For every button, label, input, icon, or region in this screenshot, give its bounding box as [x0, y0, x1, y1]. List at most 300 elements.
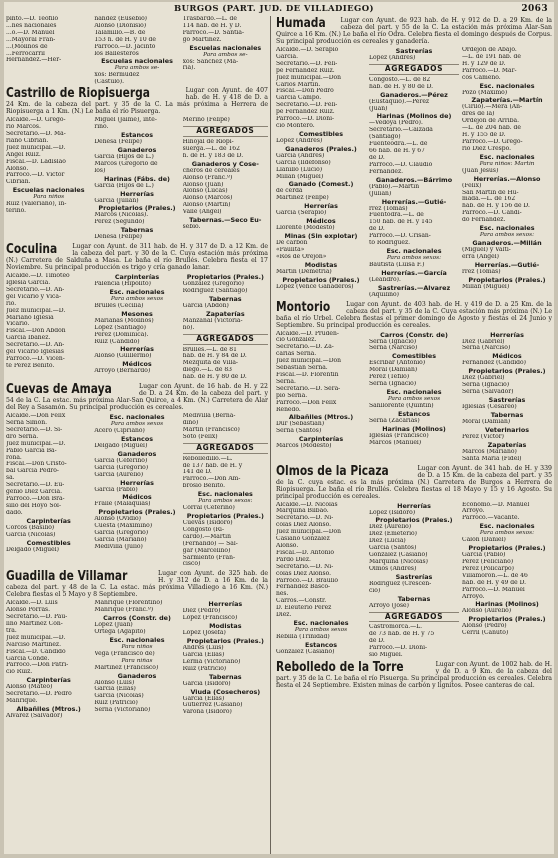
entry-line: Díez (Emeterio): [369, 531, 418, 538]
category-heading: Carros (Constr. de): [103, 614, 171, 623]
entry-line: (Félix): [462, 182, 482, 189]
town-section: [274, 661, 554, 689]
right-sections: [274, 17, 554, 689]
entry-line: Díez.: [276, 612, 292, 619]
entry-line: Pablo García Ba-: [6, 447, 57, 454]
entry-line: pe Fernández Ruiz.: [276, 67, 335, 74]
listing-column: [369, 502, 459, 659]
entry-line: Párroco.—D. Cándi-: [462, 210, 522, 217]
entry-line: Fuentodra.—L. de: [369, 212, 424, 219]
agregados-heading: AGREGADOS: [183, 334, 268, 345]
entry-line: Hernández.—Her-: [6, 57, 62, 64]
entry-line: Pérez (Dominica).: [94, 331, 149, 338]
entry-line: Corral (Ceferino): [182, 505, 235, 512]
town-title: Montorio: [276, 299, 331, 315]
entry-line: (Pablo).—Martín: [369, 183, 420, 190]
entry-line: terino.: [6, 208, 27, 215]
entry-line: Diez (Gabriel): [462, 375, 505, 382]
entry-line: Millán (Miguel): [462, 283, 510, 290]
entry-line: García Conde.: [6, 655, 50, 662]
town-section: [4, 87, 270, 241]
town-intro: [6, 243, 268, 271]
entry-line: Secretario.—D. Án-: [6, 342, 65, 349]
entry-line: rona.: [6, 454, 22, 461]
listing-grid: [4, 117, 270, 241]
town-title: Guadilla de Villamar: [6, 569, 128, 585]
entry-line: xos: Sánchez (Ma-: [182, 58, 239, 65]
category-heading: Albañiles (Mtros.): [16, 705, 81, 713]
entry-line: —L. de 191 hab. de: [462, 53, 521, 60]
entry-line: Hinojal de Riopi-: [182, 138, 234, 145]
entry-line: Pérez (Policarpo): [462, 565, 514, 572]
entry-line: Sarmiento (Fran-: [182, 554, 236, 561]
entry-line: de cerda: [276, 188, 303, 195]
category-heading: Comestibles: [298, 129, 344, 138]
category-heading: Propietarios (Prales.): [282, 275, 360, 284]
entry-line: Alcalde.—D. Nicolás: [276, 501, 338, 508]
agregados-heading: AGREGADOS: [183, 443, 268, 454]
entry-line: lino Martínez Con-: [6, 621, 63, 628]
entry-line: Pérez (Segundo): [94, 219, 145, 226]
entry-line: Vega (Francisco de): [94, 650, 155, 657]
entry-line: Párroco.—D. Jacinto: [94, 43, 156, 50]
entry-line: Carlos Martín.: [276, 81, 321, 88]
listing-column: [276, 47, 366, 299]
entry-line: Iglesias (Francisco): [369, 432, 429, 439]
entry-line: Acero (Cipriano): [94, 428, 145, 434]
entry-line: García (Julián): [94, 197, 139, 204]
entry-line: Dehesa (Felipe): [94, 234, 142, 241]
category-heading: Médicos: [306, 217, 336, 226]
entry-line: Fiscal.—D. Antonio: [276, 549, 334, 556]
entry-line: D. Eleuterio Pérez: [276, 605, 332, 612]
entry-line: 141 de D.: [182, 469, 212, 476]
entry-line: Secretario.—D. Ni-: [276, 563, 334, 570]
entry-line: Párroco.—Vacante.: [462, 515, 520, 522]
entry-line: Juez municipal.—Don: [276, 529, 342, 536]
entry-line: Fiscal.—Don Abdón: [6, 328, 66, 335]
category-heading: Esc. nacionales: [386, 388, 442, 396]
category-heading: Sastrerías: [395, 572, 433, 581]
town-title: Coculina: [6, 242, 58, 258]
entry-line: Moral (Damián): [369, 367, 418, 374]
entry-line: cio Ruiz.: [6, 669, 33, 676]
category-heading: Esc. nacionales: [386, 246, 442, 255]
entry-line: cisco): [182, 561, 201, 568]
entry-line: Iglesia García.: [6, 280, 51, 287]
entry-line: dro Serna.: [6, 433, 39, 440]
category-heading: Albañiles (Mtros.): [288, 413, 354, 422]
entry-line: Pérez (Víctor): [462, 433, 504, 440]
entry-line: cos Cameno.: [462, 74, 501, 81]
entry-line: García (Serapio): [276, 210, 327, 217]
entry-line: H. y 155 de D.: [462, 132, 506, 139]
entry-line: pinto.—D. Teófilo: [6, 16, 59, 22]
town-title: Castrillo de Riopisuerga: [6, 86, 150, 102]
entry-line: los Ballesteros: [94, 50, 139, 57]
entry-line: Para niñas: [121, 657, 153, 664]
entry-line: Párroco.—D. Grego-: [462, 138, 523, 145]
town-title: Rebolledo de la Torre: [276, 659, 404, 675]
town-description: Lugar con Ayunt. de 16 hab. de H. y 22 de D. a 24 Km. de la cabeza del part. y 54 de la C. La estac. más próxima Alar-San Quirce, a 4 Km. (N.) Carretera de Alar del Rey a Sasamón. Su principal producción es cereales.: [6, 383, 268, 412]
entry-line: pio Serna.: [276, 392, 308, 399]
entry-line: García (Mariano): [94, 537, 147, 544]
entry-line: Cuevas (Isidoro): [182, 519, 233, 526]
entry-line: de 137 hab. de H. y: [182, 462, 243, 469]
entry-line: dino): [182, 420, 199, 426]
category-heading: Ganaderos.—Pérez: [380, 90, 448, 99]
entry-line: (Julián): [369, 190, 392, 197]
entry-line: rrez (Tomás): [462, 268, 501, 275]
listing-column: [276, 502, 366, 659]
entry-line: Delgado (Miguel): [6, 546, 59, 553]
entry-line: Párroco.—Don Am-: [182, 476, 241, 483]
entry-line: Brullés (Cecilia): [94, 302, 144, 309]
entry-line: (Juan Jesús): [462, 167, 499, 174]
town-intro: [6, 87, 268, 115]
entry-line: Marcos (Manuel): [369, 439, 422, 446]
entry-line: cio Montero.: [276, 122, 315, 129]
entry-line: Alcalde.—D. Grego-: [6, 117, 66, 124]
category-heading: Viuda (Cosecheros): [190, 687, 261, 696]
category-heading: Esc. nacionales: [109, 413, 165, 422]
entry-line: (Aquilino): [369, 291, 399, 298]
category-heading: Carpinterías: [26, 676, 71, 685]
listing-column: [462, 502, 552, 659]
entry-line: Serna (Zacarías): [369, 417, 420, 424]
entry-line: Trasbardo.—L. de: [182, 16, 237, 22]
entry-line: Párroco.—D. Crisan-: [369, 233, 431, 240]
entry-line: Manrique (Franc.º): [94, 607, 154, 614]
category-heading: Carpinterías: [26, 516, 71, 525]
entry-line: García (Gregorio): [94, 464, 149, 471]
category-heading: Sastrerías: [488, 396, 526, 404]
entry-line: xos: Bermúdez: [94, 72, 140, 79]
category-heading: Ganaderos.—Millán: [472, 238, 542, 247]
entry-line: Marcos (Gregorio de: [94, 160, 158, 167]
category-heading: Zapaterías.—Martín: [471, 96, 543, 105]
entry-line: Miguel (Jaime), inte-: [94, 117, 157, 124]
entry-line: Varona (Isidoro): [182, 709, 232, 716]
entry-line: Párroco.—D. Manuel: [462, 586, 525, 593]
entry-line: Calón (Daniel): [462, 537, 506, 544]
entry-line: Párroco.—Don Patri-: [6, 662, 69, 669]
entry-line: Fiscal.—Don Cristó-: [6, 461, 67, 468]
entry-line: gel Vicario y Vica-: [6, 293, 62, 300]
entry-line: do Fernández.: [462, 217, 506, 224]
category-heading: Estancos: [304, 640, 338, 649]
entry-line: Serna (Ignacio): [462, 382, 510, 389]
agregados-heading: AGREGADOS: [183, 126, 268, 137]
entry-line: riano Cibrián.: [6, 137, 49, 144]
category-heading: Médicos: [122, 360, 152, 369]
entry-line: Fuenteodra.—L. de: [369, 141, 428, 148]
entry-line: (Cástulo).: [94, 79, 124, 86]
listing-grid: [4, 413, 270, 568]
entry-line: colás Díez Alonso.: [276, 522, 332, 529]
entry-line: Marquina (Nicolás): [369, 558, 428, 565]
entry-line: Mezquita de Villa-: [182, 360, 238, 367]
entry-line: Martín (Francisco): [182, 426, 240, 433]
entry-line: Soto (Félix): [182, 433, 218, 440]
entry-line: no).: [182, 324, 195, 331]
entry-line: Serna (Narciso): [462, 345, 511, 352]
category-heading: Ganaderos y Cose-: [191, 159, 259, 168]
category-heading: Herrerías: [120, 189, 154, 198]
entry-line: Alonso (Guillermo): [94, 353, 152, 360]
entry-line: hab. de H. y 84 de D.: [182, 353, 247, 360]
listing-column: [183, 600, 268, 720]
town-section: [274, 465, 554, 659]
entry-line: De carbón: [276, 240, 308, 247]
entry-line: Alonso (Juan): [182, 181, 224, 188]
entry-line: García Ibáñez.: [6, 335, 51, 342]
entry-line: rio Marcos.: [6, 124, 41, 131]
entry-line: Díez (Lucía): [369, 538, 406, 545]
entry-line: ...nes nacionales: [6, 22, 57, 29]
entry-line: Juez municipal.—Don: [276, 74, 342, 81]
category-heading: Esc. nacionales: [479, 522, 535, 531]
entry-line: García (Abdón): [182, 302, 229, 309]
entry-line: Secretario.—D. Za-: [276, 344, 334, 351]
entry-line: Para ambos sexos:: [386, 254, 442, 261]
category-heading: Ganaderos.—Bárrimo: [375, 175, 453, 184]
town-description: Lugar con Ayunt. de 341 hab. de H. y 339 de D. a 15 Km. de la cabeza del part. y 35 de la C. cuya estac. es la más próxima (N.) Carretera de Burgos a Herrera de Riopisuerga. Le baña el río Brullés. Celebra fiestas el 18 Mayo y 15 y 16 Agosto. Su principal producción es cereales.: [276, 464, 552, 500]
entry-line: Secretario.—D. Sera-: [276, 385, 341, 392]
entry-line: Diez (Gabriel): [462, 338, 505, 345]
directory-page: [4, 2, 554, 854]
entry-line: Ortega (Agapito): [94, 629, 146, 636]
town-description: Lugar con Ayunt. de 1002 hab. de H. y de D. a 9 Km. de la cabeza del part. y 35 de la C. Le baña el río Pisuerga. Su principal producción es cereales. Celebra fiesta el 24 Septiembre. Existen minas de carbón y lignitos. Posee canteras de cal.: [276, 660, 552, 689]
fragment-column: [94, 16, 179, 86]
entry-line: Valle (Ángel): [182, 209, 222, 216]
entry-line: (Eustaquio).—Pérez: [369, 98, 430, 105]
entry-line: Párroco.—Don Félix: [276, 399, 337, 406]
entry-line: rrez (Tomás): [369, 205, 408, 212]
category-heading: Harinas (Molinos): [475, 600, 539, 609]
entry-line: San Martín de Hu-: [462, 189, 519, 196]
entry-line: sio Miguel.: [369, 652, 403, 659]
category-heading: Sastrerías: [395, 47, 433, 55]
entry-line: to Rodríguez.: [369, 240, 411, 247]
entry-line: Serna (Ignacio): [369, 381, 417, 388]
entry-line: de D.: [369, 154, 385, 161]
entry-line: Juez municipal.—D.: [6, 440, 66, 447]
entry-line: Ruiz (Patricio): [94, 700, 138, 707]
entry-line: ...(Molinos de: [6, 43, 48, 50]
entry-line: cio): [369, 587, 381, 594]
entry-line: Alonso.: [6, 165, 29, 172]
listing-grid: [274, 502, 554, 659]
entry-line: García (Hijos de L.): [94, 182, 154, 189]
category-heading: Veterinarios: [484, 425, 530, 434]
entry-line: García (Isidoro): [182, 680, 231, 687]
entry-line: Alonso (Ovidio): [94, 516, 141, 523]
listing-column: [462, 331, 552, 463]
entry-line: López (Vence Ganaderos): [276, 283, 354, 290]
entry-line: go Martínez.: [182, 36, 222, 43]
entry-line: García (Gregorio): [94, 530, 149, 537]
entry-line: Juez municipal.—D.: [6, 634, 66, 641]
entry-line: Moral (Damián): [462, 418, 511, 425]
entry-line: (Fernando) — Sal-: [182, 540, 238, 547]
listing-column: [6, 273, 91, 381]
category-heading: Herrerías: [490, 330, 524, 339]
category-heading: Propietarios (Prales.): [468, 275, 546, 284]
category-heading: Sastrerías.—Alvarez: [377, 283, 451, 292]
listing-grid: [4, 600, 270, 720]
entry-line: Para niños: Martín: [479, 160, 535, 167]
category-heading: Médicos: [122, 493, 152, 502]
page-number: 2063: [521, 4, 548, 14]
entry-line: Secretario.—D. An-: [6, 286, 65, 293]
entry-line: Cerril (Canuto): [462, 630, 509, 637]
entry-line: Alcalde.—D. Luis: [6, 600, 58, 607]
entry-line: Serna Simón.: [6, 420, 47, 426]
entry-line: cardo).—Martín: [182, 533, 231, 540]
category-heading: Minas (Sin explotar): [284, 232, 358, 241]
fragment-column: [183, 16, 268, 86]
category-heading: Comestibles: [391, 352, 437, 361]
category-heading: Harinas (Molinos de): [376, 112, 452, 121]
entry-line: (Juan): [369, 105, 388, 112]
entry-line: Para ambos sexos:: [198, 498, 253, 505]
entry-line: Rodríguez (Crescen-: [369, 580, 432, 587]
entry-line: Marcos (Modesto): [276, 443, 332, 450]
entry-line: hab. de H. y 49 de D.: [462, 579, 527, 586]
entry-line: Manzanal (Victoria-: [182, 317, 243, 324]
entry-line: pe Fernández Ruiz.: [276, 109, 335, 116]
entry-line: dado.: [6, 509, 23, 516]
entry-line: Alonso (Pedro): [462, 623, 507, 630]
entry-line: Alonso (Dionisio): [94, 22, 147, 29]
category-heading: Esc. nacionales: [479, 152, 535, 161]
entry-line: Alonso (Franc.º): [182, 174, 233, 181]
running-title: BURGOS (PART. JUD. DE VILLADIEGO): [174, 4, 374, 14]
entry-line: Juez municipal.—D.: [6, 144, 66, 151]
category-heading: Tabernas: [209, 672, 242, 681]
entry-line: Manrique.: [6, 698, 38, 705]
entry-line: García (Ellas): [182, 651, 225, 658]
entry-line: Medivilla (Berna-: [182, 413, 236, 420]
entry-line: Marianas (Molinos): [94, 317, 154, 324]
category-heading: Ganado (Comest.): [288, 180, 354, 189]
entry-line: Alcalde.—Don Félix: [6, 413, 66, 420]
entry-line: sa.: [6, 475, 15, 482]
entry-line: Carros.—Constr.: [276, 598, 327, 605]
entry-line: Fiscal.—Don Pedro: [276, 88, 334, 95]
entry-line: Fiscal.—D. Florentín: [276, 372, 339, 378]
category-heading: Modistas: [209, 622, 242, 631]
entry-line: tra.: [6, 627, 17, 634]
entry-line: Ordejón de Abajo.: [462, 47, 517, 53]
entry-line: Para ambos sexos: [110, 296, 164, 303]
entry-line: rio.: [6, 300, 17, 307]
category-heading: Harinas (Molinos): [382, 424, 446, 433]
listing-column: [462, 47, 552, 299]
category-heading: Esc. nacionales: [197, 490, 253, 499]
entry-line: García (Ellas): [94, 686, 136, 693]
entry-line: Serna (Salvador): [462, 389, 514, 396]
listing-column: [369, 331, 459, 463]
entry-line: te Pérez Benito.: [6, 362, 55, 369]
entry-line: Párroco.—D. Dioni-: [369, 645, 428, 652]
category-heading: Herrerías.—Alonso: [473, 174, 541, 183]
town-intro: [276, 17, 552, 45]
entry-line: Gutiérrez (Casiano): [182, 702, 243, 709]
entry-line: Párroco.—D. Mar-: [462, 67, 517, 74]
entry-line: Vicario.: [6, 321, 30, 328]
entry-line: Delgado (Miguel): [94, 442, 148, 449]
entry-line: Alcalde.—D. Serapio: [276, 47, 339, 53]
entry-line: García Campo.: [276, 95, 322, 102]
entry-line: García (Santos): [369, 545, 417, 552]
entry-line: López (Josefa): [182, 630, 226, 637]
entry-line: Juez municipal.—Don: [276, 358, 342, 365]
entry-line: ría).: [182, 65, 196, 72]
category-heading: Esc. nacionales: [109, 288, 165, 297]
entry-line: Millán (Miguel): [276, 173, 324, 180]
entry-line: rio Díez Crespo.: [462, 145, 511, 152]
entry-line: López (Andrés): [369, 55, 416, 61]
entry-line: Alonso (Aurelio): [462, 608, 512, 615]
entry-line: Castromorca.—L.: [369, 624, 423, 631]
entry-line: Escribar (Antonio): [369, 360, 426, 367]
entry-line: Rebolledillo.—L.: [182, 455, 233, 462]
entry-line: Para ambos sexos:: [479, 232, 535, 239]
category-heading: Esc. nacionales: [293, 618, 349, 627]
entry-line: 153 h. de H. y 10 de: [94, 36, 156, 43]
entry-line: Arroyo (José): [369, 602, 409, 609]
category-heading: Mesones: [121, 309, 153, 318]
category-heading: Estancos: [120, 434, 154, 443]
entry-line: Alonso (Martín): [182, 202, 231, 209]
entry-line: Serna (Narciso): [369, 345, 418, 352]
entry-line: Cibrián.: [6, 179, 31, 186]
entry-line: Iglesias (Cesáreo): [462, 404, 517, 410]
listing-column: [276, 331, 366, 463]
entry-line: —L. de 204 hab. de: [462, 125, 521, 132]
category-heading: Tabernas: [397, 594, 431, 603]
entry-line: Mariano Iglesia: [6, 314, 54, 321]
entry-line: brosio Benito.: [182, 483, 226, 490]
entry-line: ...Ferrocarril: [6, 50, 45, 57]
entry-line: 150 hab. de H. y 145: [369, 219, 433, 226]
entry-line: García (Aurelio): [94, 471, 144, 478]
entry-line: rino.: [94, 124, 109, 131]
entry-line: Narciso Martínez.: [6, 641, 61, 648]
category-heading: Harinas (Fábs. de): [104, 174, 170, 183]
entry-line: Fraile (Malaquías): [94, 501, 151, 508]
entry-line: García (Ellas): [182, 695, 225, 702]
entry-line: Pérez (Feliciano): [462, 558, 514, 565]
agregados-heading: AGREGADOS: [369, 64, 459, 75]
entry-line: gel Vicario Iglesias: [6, 349, 64, 356]
town-intro: [6, 570, 268, 598]
entry-line: h. de H. y 183 de D.: [182, 152, 244, 159]
listing-column: [94, 117, 179, 241]
entry-line: García.: [276, 53, 299, 60]
entry-line: (Miguel) y Valti-: [462, 246, 511, 253]
entry-line: Alvarez (Salvador): [6, 713, 63, 719]
listing-column: [6, 600, 91, 720]
entry-line: H. y 129 de D.: [462, 60, 506, 67]
entry-line: Secretario.—D. Ma-: [6, 130, 66, 137]
category-heading: Herrerías: [120, 345, 154, 354]
town-section: [4, 243, 270, 381]
entry-line: Alonso (Marcos): [182, 195, 233, 202]
listing-column: [369, 47, 459, 299]
